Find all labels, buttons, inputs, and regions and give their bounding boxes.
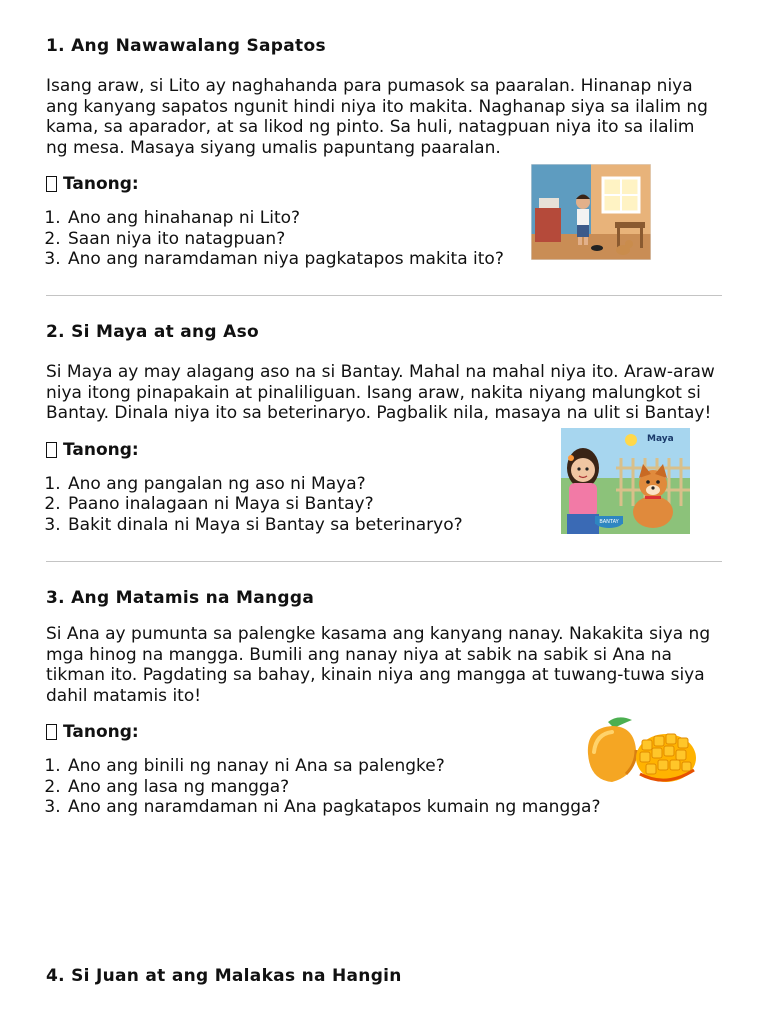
bowl-label: BANTAY — [599, 519, 619, 525]
question-item: 1. Ano ang hinahanap ni Lito? — [66, 208, 726, 229]
illustration-girl-dog — [561, 428, 690, 534]
checkbox-glyph-icon — [46, 724, 57, 740]
section-divider — [46, 295, 722, 296]
question-item: 3. Ano ang naramdaman ni Ana pagkatapos kumain ng mangga? — [66, 797, 726, 818]
question-label: Tanong: — [63, 174, 139, 194]
section-title: 1. Ang Nawawalang Sapatos — [46, 36, 326, 56]
section-title: 3. Ang Matamis na Mangga — [46, 588, 315, 608]
question-item: 2. Ano ang lasa ng mangga? — [66, 777, 726, 798]
section-divider — [46, 561, 722, 562]
question-item: 3. Ano ang naramdaman niya pagkatapos makita ito? — [66, 249, 726, 270]
question-label: Tanong: — [63, 439, 139, 460]
section-title: 2. Si Maya at ang Aso — [46, 322, 259, 342]
illustration-mango — [578, 714, 700, 786]
story-text: Isang araw, si Lito ay naghahanda para pumasok sa paaralan. Hinanap niya ang kanyang sapatos ngunit hindi niya ito makita. Naghanap siya sa ilalim ng kama, sa aparador, at sa likod ng pinto. Sa huli, natagpuan niya ito sa ilalim ng mesa. Masaya siyang umalis papuntang paaralan. — [46, 76, 708, 158]
section-title: 4. Si Juan at ang Malakas na Hangin — [46, 966, 402, 986]
question-item: 2. Paano inalagaan ni Maya si Bantay? — [66, 494, 726, 515]
girl-dog-icon — [561, 428, 690, 534]
checkbox-glyph-icon — [46, 176, 57, 192]
question-item: 2. Saan niya ito natagpuan? — [66, 229, 726, 250]
question-item: 1. Ano ang pangalan ng aso ni Maya? — [66, 474, 726, 495]
question-label: Tanong: — [63, 722, 139, 742]
checkbox-glyph-icon — [46, 442, 57, 458]
story-text: Si Ana ay pumunta sa palengke kasama ang kanyang nanay. Nakakita siya ng mga hinog na mangga. Bumili ang nanay niya at sabik na sabik si Ana na tikman ito. Pagdating sa bahay, kinain niya ang mangga at tuwang-tuwa siya dahil matamis ito! — [46, 624, 711, 706]
boy-room-icon — [531, 164, 651, 260]
illustration-boy-room — [531, 164, 651, 260]
question-item: 3. Bakit dinala ni Maya si Bantay sa beterinaryo? — [66, 515, 726, 536]
image-caption: Maya — [647, 434, 674, 444]
mango-icon — [578, 714, 700, 786]
story-text: Si Maya ay may alagang aso na si Bantay. Mahal na mahal niya ito. Araw-araw niya itong pinapakain at pinaliliguan. Isang araw, nakita niyang malungkot si Bantay. Dinala niya ito sa beterinaryo. Pagbalik nila, masaya na ulit si Bantay! — [46, 362, 715, 423]
section-4 — [46, 966, 726, 986]
question-item: 1. Ano ang binili ng nanay ni Ana sa palengke? — [66, 756, 726, 777]
